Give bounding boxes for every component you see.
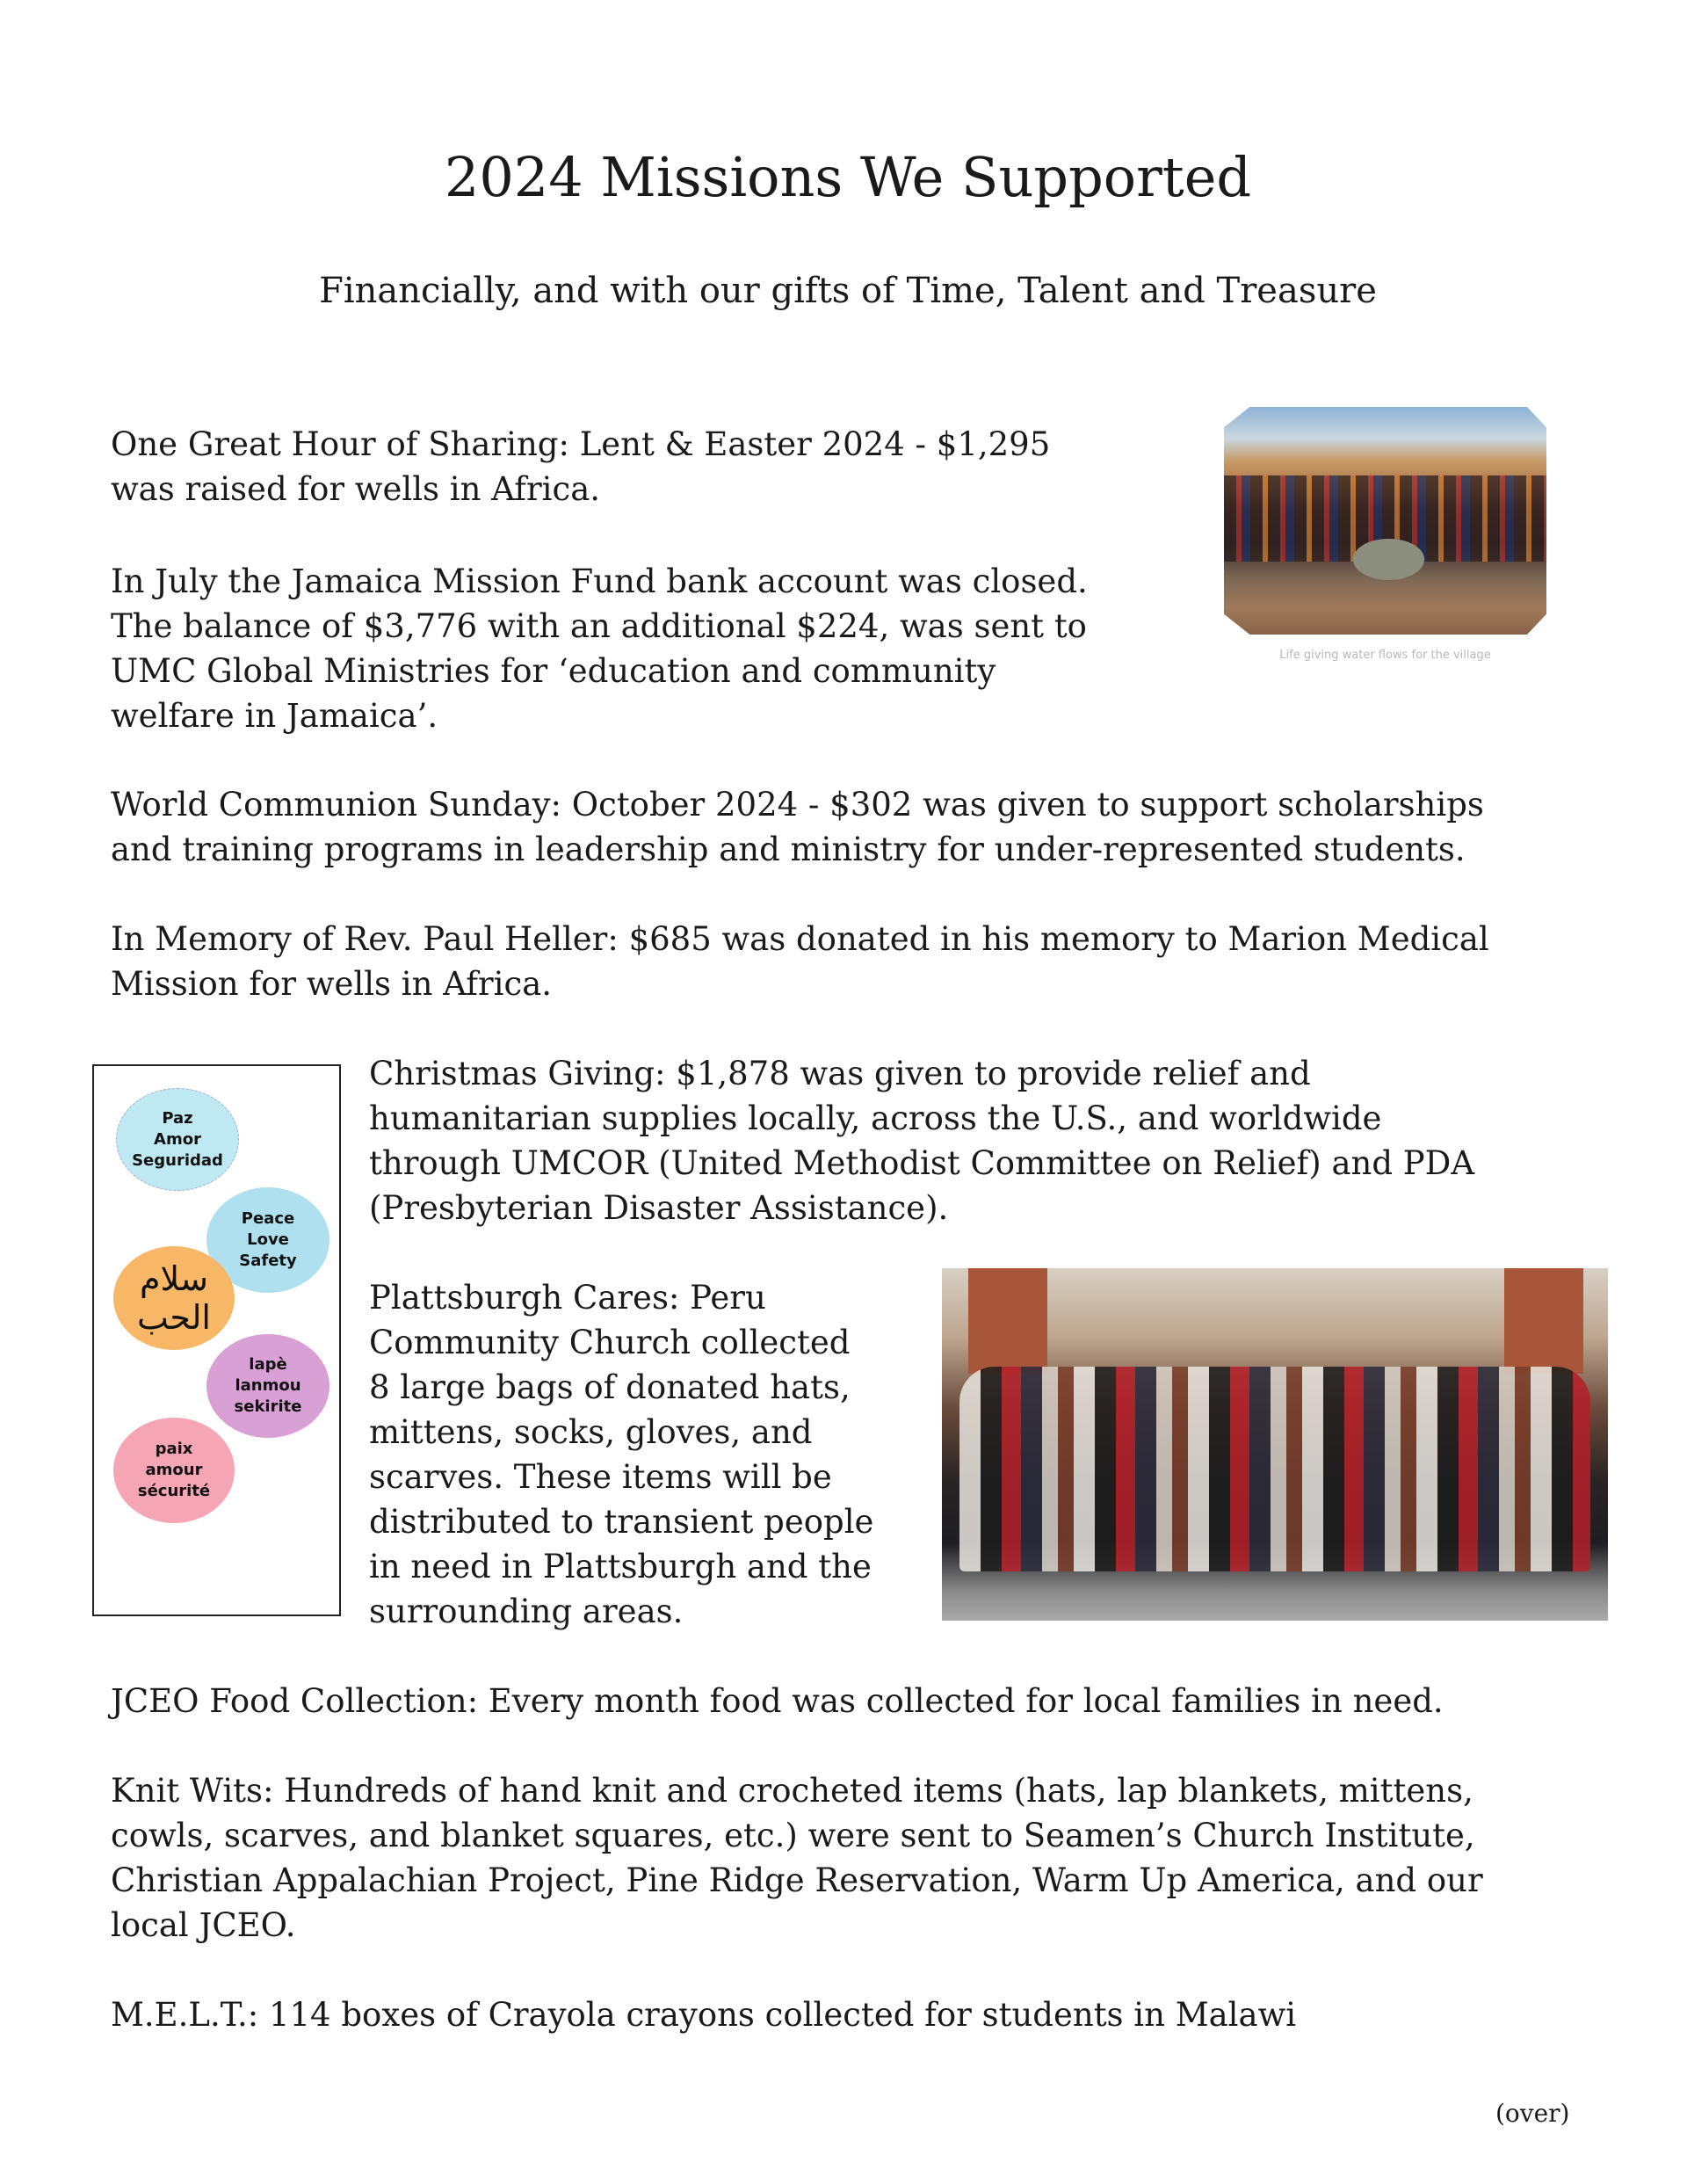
paragraph-world-communion xyxy=(111,782,1484,872)
text-line: scarves. These items will be xyxy=(369,1458,832,1496)
circle-text: lapè xyxy=(249,1355,287,1374)
text-line: and training programs in leadership and ministry for under-represented students. xyxy=(111,831,1466,868)
text-line: welfare in Jamaica’. xyxy=(111,697,438,735)
paragraph-knit-wits xyxy=(111,1768,1483,1948)
text-line: was raised for wells in Africa. xyxy=(111,470,601,508)
peace-love-safety-graphic xyxy=(92,1064,341,1616)
paragraph-one-great-hour xyxy=(111,422,1050,512)
text-line: Plattsburgh Cares: Peru xyxy=(369,1279,766,1317)
circle-arabic xyxy=(113,1246,235,1350)
text-line: distributed to transient people xyxy=(369,1503,874,1541)
text-line: UMC Global Ministries for ‘education and community xyxy=(111,652,996,690)
text-line: Community Church collected xyxy=(369,1324,851,1361)
text-line: World Communion Sunday: October 2024 - $302 was given to support scholarships xyxy=(111,786,1484,824)
page-subtitle: Financially, and with our gifts of Time, Talent and Treasure xyxy=(319,271,1377,311)
text-line: The balance of $3,776 with an additional $224, was sent to xyxy=(111,607,1087,645)
text-line: in need in Plattsburgh and the xyxy=(369,1548,872,1585)
circle-text: Amor xyxy=(154,1129,201,1149)
text-line: cowls, scarves, and blanket squares, etc.) were sent to Seamen’s Church Institute, xyxy=(111,1817,1475,1854)
circle-text: sekirite xyxy=(234,1397,302,1416)
paragraph-melt xyxy=(111,1992,1296,2037)
circle-text: lanmou xyxy=(235,1376,301,1395)
over-note: (over) xyxy=(1495,2099,1570,2128)
circle-spanish xyxy=(116,1088,239,1191)
text-line: through UMCOR (United Methodist Committee on Relief) and PDA xyxy=(369,1144,1475,1182)
text-line: Mission for wells in Africa. xyxy=(111,965,553,1003)
text-line: One Great Hour of Sharing: Lent & Easter 2024 - $1,295 xyxy=(111,425,1051,463)
well-photo xyxy=(1224,407,1546,635)
text-line: In July the Jamaica Mission Fund bank account was closed. xyxy=(111,562,1088,600)
circle-text: amour xyxy=(145,1461,203,1479)
circle-text: Seguridad xyxy=(132,1150,223,1170)
circle-text: Safety xyxy=(239,1252,297,1270)
paragraph-christmas xyxy=(369,1051,1474,1230)
text-line: humanitarian supplies locally, across the U.S., and worldwide xyxy=(369,1099,1382,1137)
paragraph-heller xyxy=(111,917,1489,1006)
circle-text: Peace xyxy=(241,1209,295,1228)
text-line: 8 large bags of donated hats, xyxy=(369,1368,851,1406)
circle-french xyxy=(113,1418,235,1523)
circle-text: Paz xyxy=(162,1108,193,1128)
text-line: Christmas Giving: $1,878 was given to provide relief and xyxy=(369,1055,1311,1092)
text-line: surrounding areas. xyxy=(369,1593,684,1630)
paragraph-jceo xyxy=(111,1679,1444,1723)
paragraph-plattsburgh xyxy=(369,1275,873,1634)
well-photo-caption: Life giving water flows for the village xyxy=(1279,649,1491,662)
text-line: JCEO Food Collection: Every month food was collected for local families in need. xyxy=(111,1682,1444,1720)
circle-creole xyxy=(206,1334,329,1438)
text-line: local JCEO. xyxy=(111,1906,296,1944)
circle-text: paix xyxy=(155,1440,193,1458)
circle-text: Love xyxy=(247,1230,289,1249)
page-title: 2024 Missions We Supported xyxy=(444,145,1252,209)
circle-text: الحب xyxy=(137,1298,211,1337)
text-line: M.E.L.T.: 114 boxes of Crayola crayons collected for students in Malawi xyxy=(111,1996,1297,2034)
group-photo xyxy=(942,1268,1608,1621)
text-line: (Presbyterian Disaster Assistance). xyxy=(369,1189,949,1227)
text-line: mittens, socks, gloves, and xyxy=(369,1413,813,1451)
text-line: Knit Wits: Hundreds of hand knit and crocheted items (hats, lap blankets, mittens, xyxy=(111,1772,1473,1810)
text-line: In Memory of Rev. Paul Heller: $685 was donated in his memory to Marion Medical xyxy=(111,920,1489,958)
circle-text: sécurité xyxy=(137,1482,211,1500)
circle-text: سلام xyxy=(139,1259,209,1298)
paragraph-jamaica xyxy=(111,559,1088,738)
text-line: Christian Appalachian Project, Pine Ridge Reservation, Warm Up America, and our xyxy=(111,1861,1483,1899)
